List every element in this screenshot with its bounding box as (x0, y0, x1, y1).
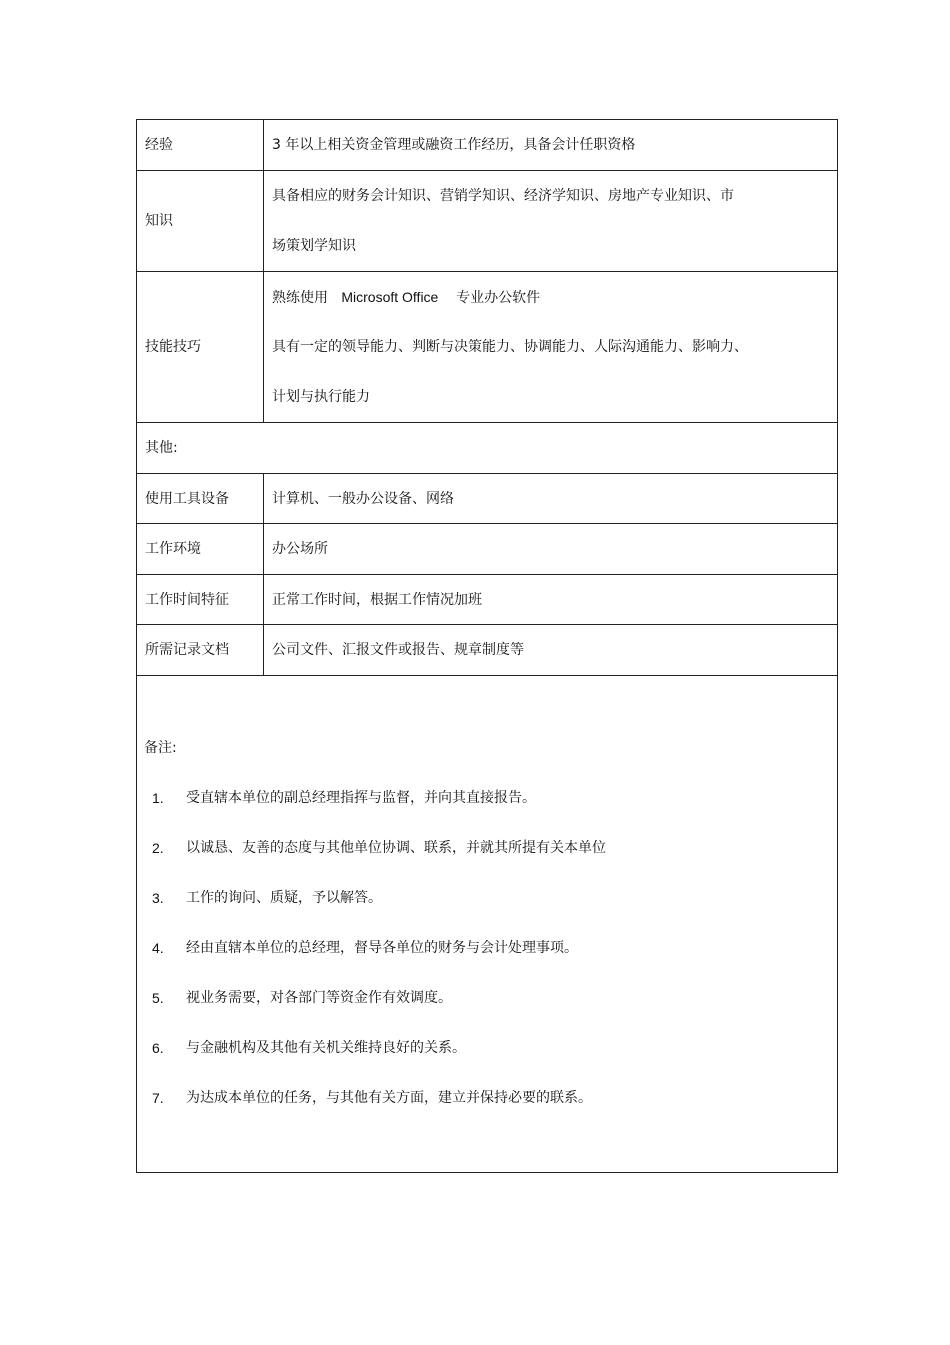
knowledge-label: 知识 (137, 171, 264, 272)
other-label: 其他: (137, 423, 838, 474)
environment-label: 工作环境 (137, 524, 264, 575)
experience-value: 3 年以上相关资金管理或融资工作经历，具备会计任职资格 (264, 120, 838, 171)
skills-line-1-prefix: 熟练使用 (272, 290, 328, 306)
note-text: 为达成本单位的任务，与其他有关方面，建立并保持必要的联系。 (186, 1090, 592, 1106)
note-item (152, 1088, 606, 1138)
note-item (152, 988, 606, 1038)
notes-title: 备注: (144, 740, 177, 756)
skills-line-1 (272, 272, 837, 322)
note-text: 以诚恳、友善的态度与其他单位协调、联系，并就其所提有关本单位 (186, 840, 606, 856)
work-time-row (137, 575, 838, 625)
note-number: 3. (152, 890, 164, 906)
work-time-label: 工作时间特征 (137, 575, 264, 625)
knowledge-line-1: 具备相应的财务会计知识、营销学知识、经济学知识、房地产专业知识、市 (272, 188, 734, 204)
knowledge-line-2: 场策划学知识 (272, 238, 356, 254)
skills-line-3: 计划与执行能力 (272, 389, 370, 405)
note-number: 5. (152, 990, 164, 1006)
note-text: 与金融机构及其他有关机关维持良好的关系。 (186, 1040, 466, 1056)
documents-value: 公司文件、汇报文件或报告、规章制度等 (264, 625, 838, 676)
note-number: 4. (152, 940, 164, 956)
documents-label: 所需记录文档 (137, 625, 264, 676)
environment-row (137, 524, 838, 575)
note-text: 视业务需要，对各部门等资金作有效调度。 (186, 990, 452, 1006)
note-text: 受直辖本单位的副总经理指挥与监督，并向其直接报告。 (186, 790, 536, 806)
work-time-value: 正常工作时间，根据工作情况加班 (264, 575, 838, 625)
skills-label: 技能技巧 (137, 272, 264, 423)
notes-list (152, 788, 606, 1138)
note-item (152, 1038, 606, 1088)
note-item (152, 838, 606, 888)
note-text: 经由直辖本单位的总经理，督导各单位的财务与会计处理事项。 (186, 940, 578, 956)
note-number: 7. (152, 1090, 164, 1106)
documents-row (137, 625, 838, 676)
knowledge-value (264, 171, 838, 272)
tools-label: 使用工具设备 (137, 474, 264, 524)
tools-row (137, 474, 838, 524)
tools-value: 计算机、一般办公设备、网络 (264, 474, 838, 524)
experience-row (137, 120, 838, 171)
skills-line-1-suffix: 专业办公软件 (456, 290, 541, 306)
skills-software-name: Microsoft Office (341, 289, 439, 305)
note-item (152, 788, 606, 838)
environment-value: 办公场所 (264, 524, 838, 575)
skills-value (264, 272, 838, 423)
other-row (137, 423, 838, 474)
note-item (152, 888, 606, 938)
note-item (152, 938, 606, 988)
note-number: 2. (152, 840, 164, 856)
experience-label: 经验 (137, 120, 264, 171)
note-text: 工作的询问、质疑，予以解答。 (186, 890, 382, 906)
skills-row (137, 272, 838, 423)
note-number: 1. (152, 790, 164, 806)
note-number: 6. (152, 1040, 164, 1056)
skills-line-2: 具有一定的领导能力、判断与决策能力、协调能力、人际沟通能力、影响力、 (272, 339, 748, 355)
knowledge-row (137, 171, 838, 272)
